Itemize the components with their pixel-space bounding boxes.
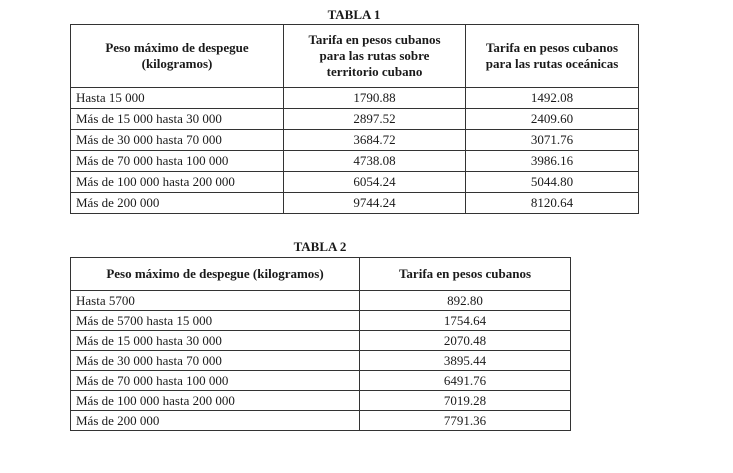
tarifas-table-1 bbox=[70, 24, 639, 214]
tarifa-territorio-cell: 1790.88 bbox=[284, 88, 466, 109]
peso-cell: Más de 100 000 hasta 200 000 bbox=[71, 172, 284, 193]
tarifa-oceanica-cell: 3071.76 bbox=[466, 130, 639, 151]
table-header-row bbox=[71, 258, 571, 291]
header-peso: Peso máximo de despegue (kilogramos) bbox=[71, 25, 284, 88]
table-row bbox=[71, 151, 639, 172]
peso-cell: Más de 15 000 hasta 30 000 bbox=[71, 109, 284, 130]
table-row bbox=[71, 331, 571, 351]
tarifa-oceanica-cell: 3986.16 bbox=[466, 151, 639, 172]
header-peso: Peso máximo de despegue (kilogramos) bbox=[71, 258, 360, 291]
table1-caption: TABLA 1 bbox=[327, 7, 381, 22]
table-row bbox=[71, 391, 571, 411]
tarifa-cell: 1754.64 bbox=[360, 311, 571, 331]
header-tarifa-oceanicas: Tarifa en pesos cubanos para las rutas oceánicas bbox=[466, 25, 639, 88]
peso-cell: Más de 100 000 hasta 200 000 bbox=[71, 391, 360, 411]
tarifa-territorio-cell: 4738.08 bbox=[284, 151, 466, 172]
peso-cell: Más de 200 000 bbox=[71, 193, 284, 214]
table-header-row bbox=[71, 25, 639, 88]
table-row bbox=[71, 109, 639, 130]
table-row bbox=[71, 311, 571, 331]
tarifa-cell: 2070.48 bbox=[360, 331, 571, 351]
table-row bbox=[71, 88, 639, 109]
tarifa-territorio-cell: 2897.52 bbox=[284, 109, 466, 130]
peso-cell: Más de 5700 hasta 15 000 bbox=[71, 311, 360, 331]
table2-caption: TABLA 2 bbox=[293, 239, 347, 254]
tarifa-oceanica-cell: 2409.60 bbox=[466, 109, 639, 130]
tarifa-cell: 6491.76 bbox=[360, 371, 571, 391]
peso-cell: Más de 15 000 hasta 30 000 bbox=[71, 331, 360, 351]
peso-cell: Más de 30 000 hasta 70 000 bbox=[71, 351, 360, 371]
tarifa-oceanica-cell: 1492.08 bbox=[466, 88, 639, 109]
table-row bbox=[71, 351, 571, 371]
tarifas-table-2 bbox=[70, 257, 571, 431]
table-row bbox=[71, 291, 571, 311]
table-row bbox=[71, 193, 639, 214]
tarifa-territorio-cell: 6054.24 bbox=[284, 172, 466, 193]
peso-cell: Más de 200 000 bbox=[71, 411, 360, 431]
table-row bbox=[71, 130, 639, 151]
peso-cell: Hasta 15 000 bbox=[71, 88, 284, 109]
peso-cell: Hasta 5700 bbox=[71, 291, 360, 311]
table-row bbox=[71, 172, 639, 193]
tarifa-cell: 7019.28 bbox=[360, 391, 571, 411]
header-tarifa-territorio: Tarifa en pesos cubanos para las rutas sobre territorio cubano bbox=[284, 25, 466, 88]
peso-cell: Más de 30 000 hasta 70 000 bbox=[71, 130, 284, 151]
table-row bbox=[71, 371, 571, 391]
tarifa-territorio-cell: 9744.24 bbox=[284, 193, 466, 214]
table-row bbox=[71, 411, 571, 431]
header-tarifa: Tarifa en pesos cubanos bbox=[360, 258, 571, 291]
peso-cell: Más de 70 000 hasta 100 000 bbox=[71, 151, 284, 172]
tarifa-territorio-cell: 3684.72 bbox=[284, 130, 466, 151]
peso-cell: Más de 70 000 hasta 100 000 bbox=[71, 371, 360, 391]
tarifa-cell: 892.80 bbox=[360, 291, 571, 311]
tarifa-cell: 7791.36 bbox=[360, 411, 571, 431]
tarifa-oceanica-cell: 8120.64 bbox=[466, 193, 639, 214]
tarifa-cell: 3895.44 bbox=[360, 351, 571, 371]
tarifa-oceanica-cell: 5044.80 bbox=[466, 172, 639, 193]
